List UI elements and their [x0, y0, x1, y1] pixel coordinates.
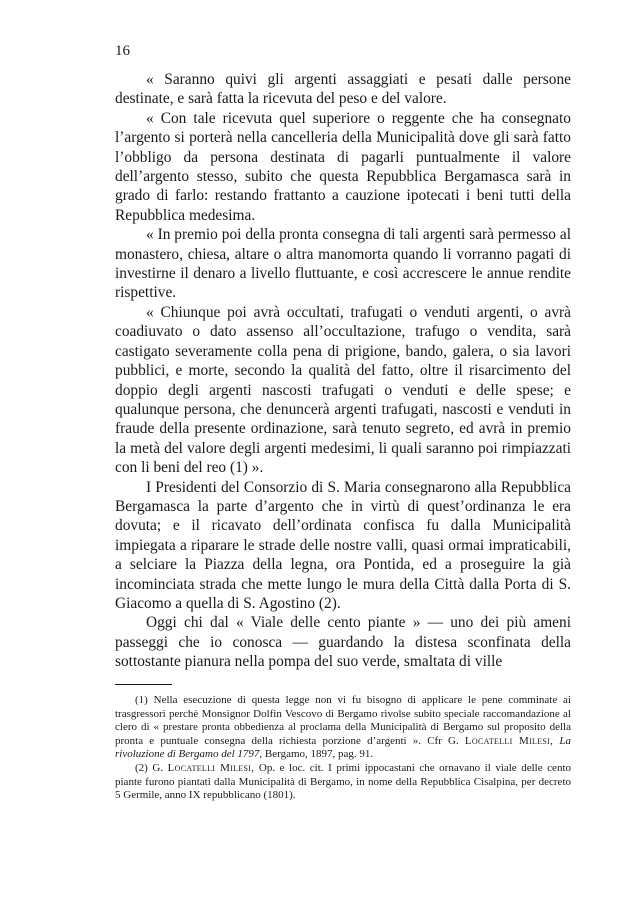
footnote-separator: [115, 684, 172, 685]
paragraph-4: « Chiunque poi avrà occultati, trafugati o venduti argenti, o avrà coadiuvato o dato assenso all’occultazione, trafugo o vendita, sarà castigato severamente colla pena di prigione, bando, galera, o sia lavori pubblici, e morte, secondo la qualità del fatto, oltre il risarcimento del doppio degli argenti nascosti trafugati o venduti e delle spese; e qualunque persona, che denuncerà argenti trafugati, nascosti e venduti in fraude della presente ordinazione, sarà tenuto segreto, ed avrà in premio la metà del valore degli argenti medesimi, li quali saranno poi rimpiazzati con li beni del reo (1) ».: [115, 303, 571, 477]
footnote-1: [115, 694, 571, 762]
footnote-2-text: (2) G.: [135, 761, 164, 774]
paragraph-2: « Con tale ricevuta quel superiore o reggente che ha consegnato l’argento si porterà nella cancelleria della Municipalità dove gli sarà fatto l’obbligo da persona destinata di pagarli puntualmente il valore dell’argento stesso, subito che questa Repubblica Bergamasca sarà in grado di farlo: restando frattanto a cauzione ipotecati i beni tutti della Repubblica medesima.: [115, 109, 571, 224]
footnote-1-title: La rivoluzione di Bergamo del 1797,: [115, 734, 571, 761]
paragraph-6: Oggi chi dal « Viale delle cento piante » — uno dei più ameni passeggi che io conosca — guardando la distesa sconfinata della sottostante pianura nella pompa del suo verde, smaltata di ville: [115, 614, 571, 671]
footnotes: [115, 694, 571, 803]
footnote-2-body: Op. e loc. cit. I primi ippocastani che ornavano il viale delle cento piante furono piantati dalla Municipalità di Bergamo, in nome della Repubblica Cisalpina, per decreto 5 Germile, anno IX repubblicano (1801).: [115, 761, 571, 802]
footnote-1-text: (1) Nella esecuzione di questa legge non vi fu bisogno di applicare le pene comminate ai trasgressori perchè Monsignor Dolfin Vescovo di Bergamo rivolse subito speciale raccomandazione al clero di « prestare pronta obbedienza al proclama della Municipalità di Bergamo sul proposito della pronta e puntuale consegna della richiesta porzione d’argenti ». Cfr G.: [115, 694, 571, 747]
footnote-2-author: Locatelli Milesi,: [167, 761, 255, 774]
paragraph-1: « Saranno quivi gli argenti assaggiati e pesati dalle persone destinate, e sarà fatta la ricevuta del peso e del valore.: [115, 71, 571, 108]
page-number: 16: [115, 43, 130, 59]
footnote-1-citation: Bergamo, 1897, pag. 91.: [264, 748, 374, 761]
main-text: [115, 70, 571, 672]
footnote-2: [115, 762, 571, 803]
paragraph-5: I Presidenti del Consorzio di S. Maria consegnarono alla Repubblica Bergamasca la parte d’argento che in virtù di quest’ordinanza le era dovuta; e il ricavato dell’ordinata confisca fu dalla Municipalità impiegata a riparare le strade delle nostre valli, quasi ormai impraticabili, a selciare la Piazza della legna, ora Pontida, ed a proseguire la già incominciata strada che mette lungo le mura della Città dalla Porta di S. Giacomo a quella di S. Agostino (2).: [115, 478, 571, 612]
footnote-1-author: Locatelli Milesi,: [464, 734, 554, 747]
paragraph-3: « In premio poi della pronta consegna di tali argenti sarà permesso al monastero, chiesa, altare o altra manomorta quando li vorranno pagati di investirne il denaro a livello fluttuante, e così accrescere le annue rendite rispettive.: [115, 226, 571, 302]
